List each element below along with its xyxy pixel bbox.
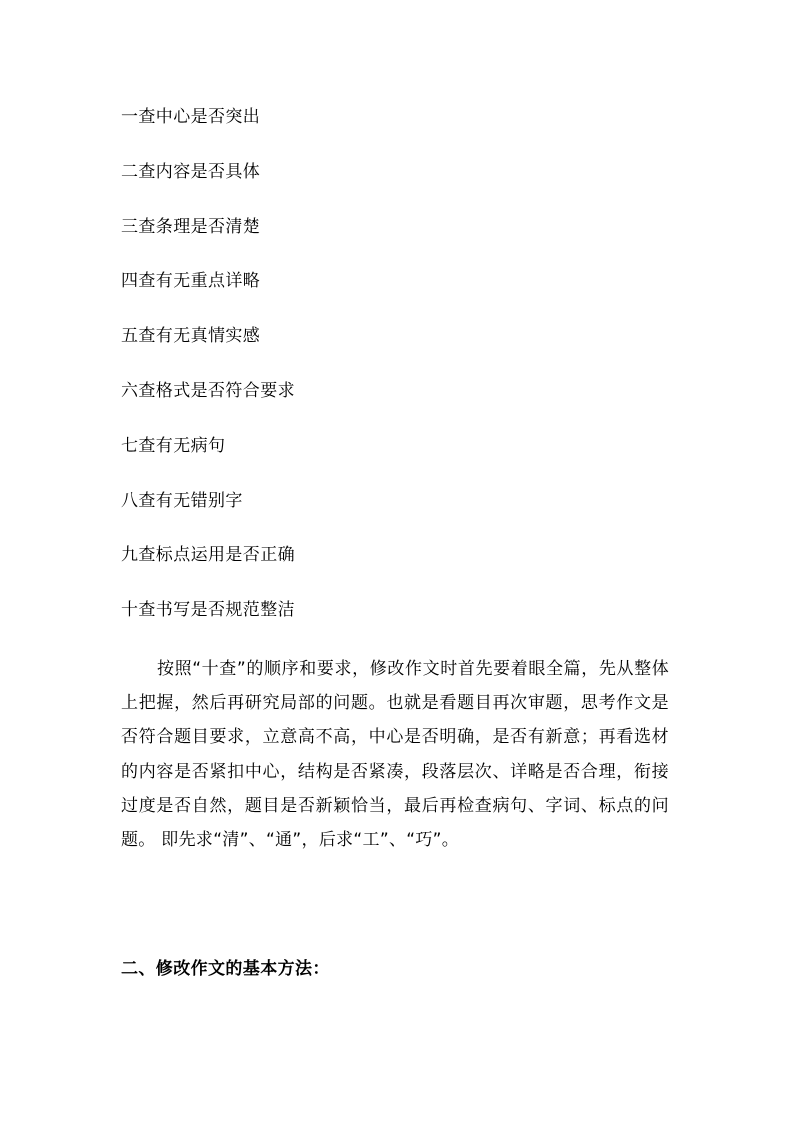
check-item-5: 五查有无真情实感 <box>121 326 261 347</box>
check-item-2: 二查内容是否具体 <box>121 161 261 182</box>
section-heading: 二、修改作文的基本方法： <box>121 959 330 979</box>
check-item-6: 六查格式是否符合要求 <box>121 380 295 401</box>
check-item-1: 一查中心是否突出 <box>121 107 261 127</box>
check-item-7: 七查有无病句 <box>121 435 226 456</box>
check-item-9: 九查标点运用是否正确 <box>121 545 295 566</box>
body-paragraph: 按照“十查”的顺序和要求，修改作文时首先要着眼全篇，先从整体上把握，然后再研究局部的问题。也就是看题目再次审题，思考作文是否符合题目要求，立意高不高，中心是否明确，是否有新意；再看选材的内容是否紧扣中心，结构是否紧凑，段落层次、详略是否合理，衔接过度是否自然，题目是否新颖恰当，最后再检查病句、字词、标点的问题。 即先求“清”、“通”，后求“工”、“巧”。 <box>121 659 669 851</box>
check-item-8: 八查有无错别字 <box>121 490 243 511</box>
check-item-3: 三查条理是否清楚 <box>121 216 261 237</box>
check-item-10: 十查书写是否规范整洁 <box>121 600 295 621</box>
ten-checks-list <box>121 105 681 653</box>
check-item-4: 四查有无重点详略 <box>121 271 261 292</box>
